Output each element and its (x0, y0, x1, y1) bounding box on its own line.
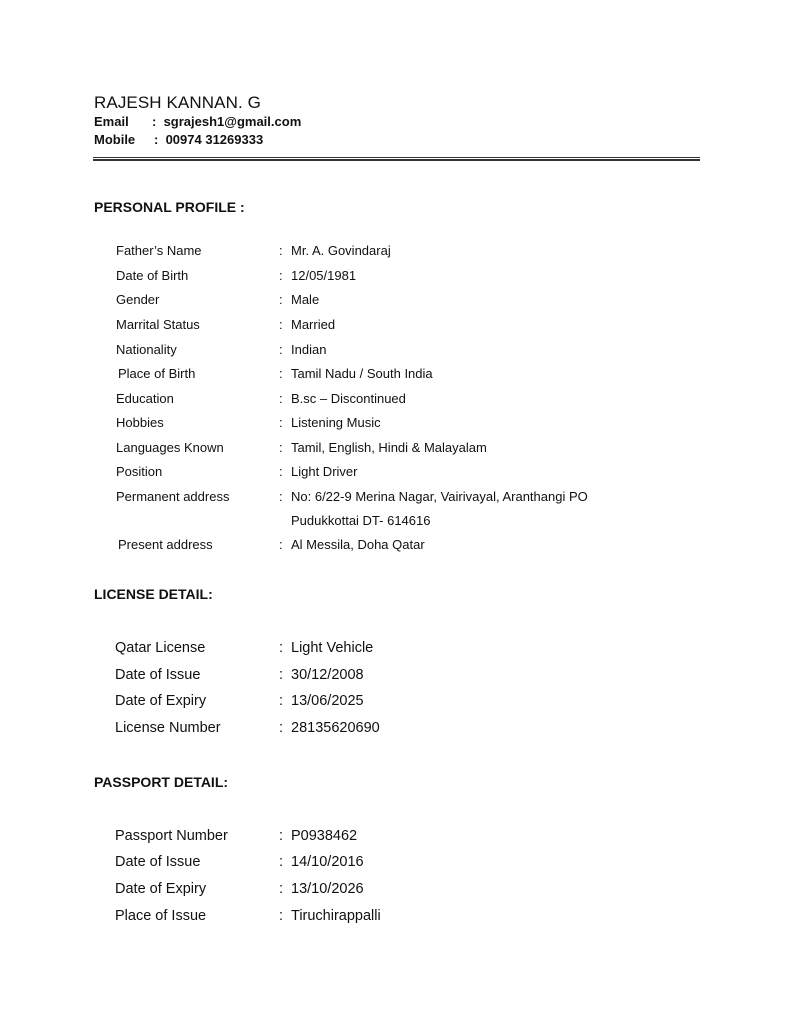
field-value: Tiruchirappalli (291, 908, 381, 924)
field-value: 28135620690 (291, 720, 380, 736)
field-value: Light Driver (291, 464, 358, 479)
candidate-name: RAJESH KANNAN. G (94, 93, 261, 112)
field-label: Education (116, 391, 174, 406)
field-label: Place of Birth (118, 366, 196, 381)
field-value: 13/06/2025 (291, 693, 364, 709)
field-value: Married (291, 317, 336, 332)
field-separator: : (279, 881, 284, 897)
field-separator: : (279, 415, 283, 430)
field-label: Present address (118, 537, 213, 552)
field-label: Father’s Name (116, 243, 202, 258)
field-label: Gender (116, 292, 160, 307)
field-value-continued: Pudukkottai DT- 614616 (291, 513, 431, 528)
field-separator: : (279, 640, 284, 656)
field-label: Qatar License (115, 640, 206, 656)
field-value: P0938462 (291, 828, 358, 844)
field-separator: : (279, 268, 283, 283)
field-separator: : (279, 828, 284, 844)
field-value: Light Vehicle (291, 640, 374, 656)
field-value: Indian (291, 342, 327, 357)
field-label: Date of Expiry (115, 693, 207, 709)
field-value: Tamil, English, Hindi & Malayalam (291, 440, 487, 455)
mobile-line (94, 132, 263, 147)
field-label: Place of Issue (115, 908, 207, 924)
field-separator: : (279, 391, 283, 406)
field-value: B.sc – Discontinued (291, 391, 406, 406)
field-value: 13/10/2026 (291, 881, 364, 897)
license-detail-heading: LICENSE DETAIL: (94, 586, 213, 602)
field-separator: : (279, 489, 283, 504)
field-value: No: 6/22-9 Merina Nagar, Vairivayal, Aranthangi PO (291, 489, 588, 504)
field-separator: : (279, 243, 283, 258)
mobile-label: Mobile (94, 132, 136, 147)
email-label: Email (94, 114, 129, 129)
header-divider (93, 157, 700, 161)
email-line (94, 114, 301, 129)
field-label: Hobbies (116, 415, 164, 430)
field-label: License Number (115, 720, 221, 736)
field-label: Marrital Status (116, 317, 200, 332)
email-separator: : (152, 114, 157, 129)
field-value: 12/05/1981 (291, 268, 357, 283)
field-label: Passport Number (115, 828, 228, 844)
field-separator: : (279, 854, 284, 870)
mobile-separator: : (154, 132, 159, 147)
field-value: 30/12/2008 (291, 667, 364, 683)
field-separator: : (279, 667, 284, 683)
field-separator: : (279, 317, 283, 332)
field-separator: : (279, 440, 283, 455)
personal-profile-heading: PERSONAL PROFILE : (94, 199, 245, 215)
field-value: Tamil Nadu / South India (291, 366, 433, 381)
field-value: Al Messila, Doha Qatar (291, 537, 425, 552)
field-label: Date of Issue (115, 854, 201, 870)
field-label: Languages Known (116, 440, 224, 455)
field-separator: : (279, 342, 283, 357)
field-label: Date of Birth (116, 268, 189, 283)
field-separator: : (279, 464, 283, 479)
field-separator: : (279, 292, 283, 307)
field-separator: : (279, 720, 284, 736)
field-separator: : (279, 693, 284, 709)
field-value: Listening Music (291, 415, 381, 430)
field-value: Male (291, 292, 320, 307)
field-label: Position (116, 464, 163, 479)
field-separator: : (279, 537, 283, 552)
field-label: Nationality (116, 342, 177, 357)
field-label: Permanent address (116, 489, 230, 504)
field-value: Mr. A. Govindaraj (291, 243, 391, 258)
field-label: Date of Expiry (115, 881, 207, 897)
field-separator: : (279, 908, 284, 924)
passport-detail-heading: PASSPORT DETAIL: (94, 774, 229, 790)
field-value: 14/10/2016 (291, 854, 364, 870)
field-separator: : (279, 366, 283, 381)
mobile-value: 00974 31269333 (165, 132, 264, 147)
email-value: sgrajesh1@gmail.com (163, 114, 302, 129)
field-label: Date of Issue (115, 667, 201, 683)
